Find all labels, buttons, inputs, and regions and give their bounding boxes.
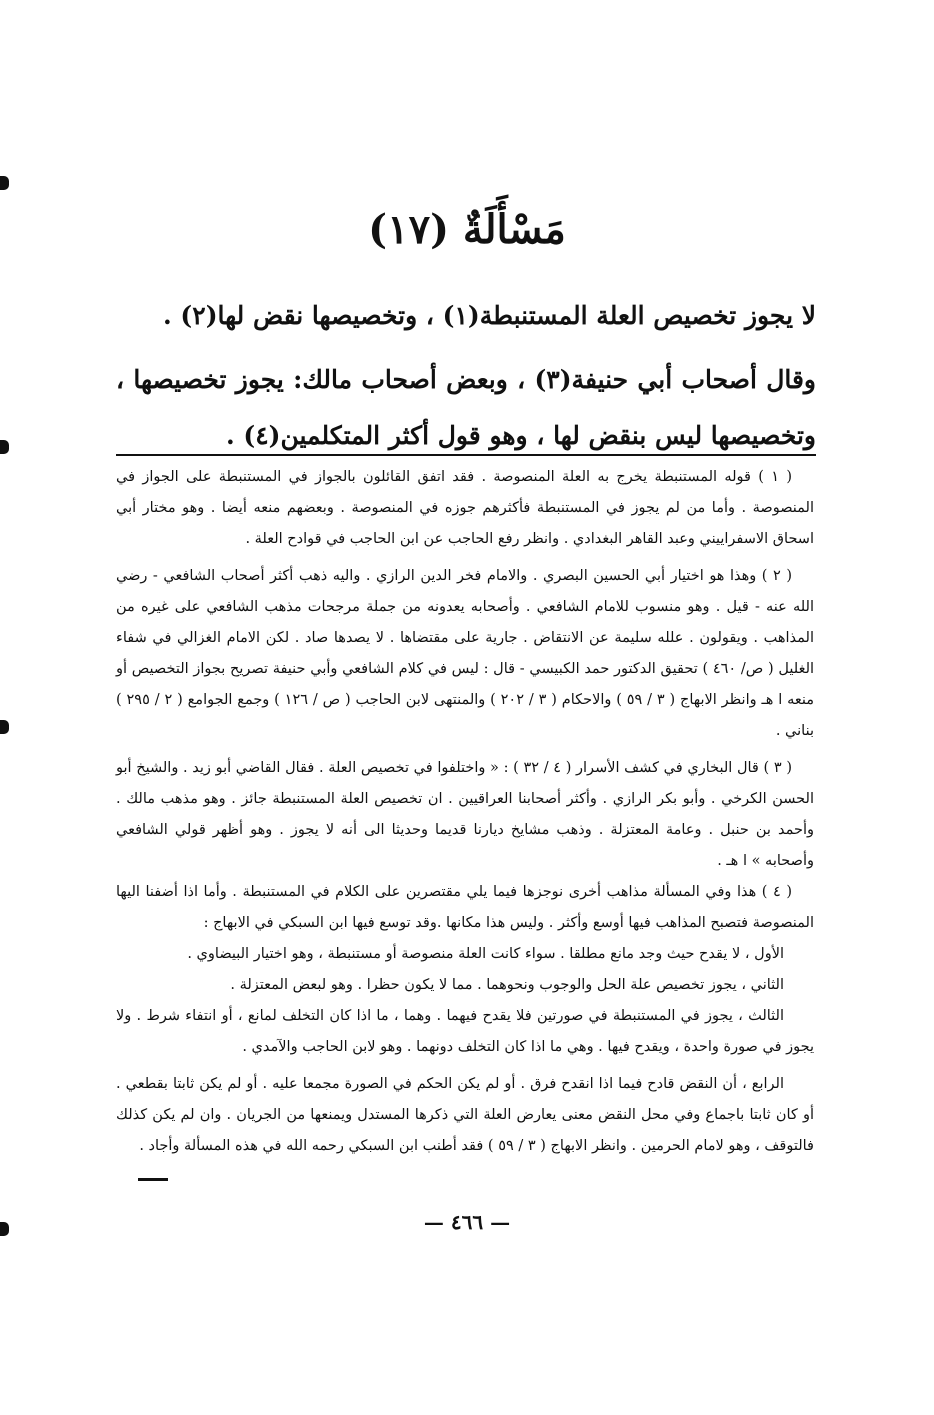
footnote-divider — [116, 454, 816, 456]
left-edge-mark — [0, 176, 9, 190]
main-text — [116, 288, 816, 464]
footnote-4-opinion-3: الثالث ، يجوز في المستنبطة في صورتين فلا يقدح فيهما . وهما ، ما اذا كان التخلف لمانع ، أو انتفاء شرط . ولا يجوز في صورة واحدة ، ويقدح فيها . وهي ما اذا كان التخلف دونهما . وهو لابن الحاجب والآمدي . — [116, 1008, 814, 1055]
end-mark — [138, 1178, 168, 1181]
footnote-4: ( ٤ ) هذا وفي المسألة مذاهب أخرى نوجزها فيما يلي مقتصرين على الكلام في المستنبطة . وأما اذا أضفنا اليها المنصوصة فتصبح المذاهب فيها أوسع وأكثر . وليس هذا مكانها .وقد توسع فيها ابن السبكي في الابهاج : — [116, 884, 814, 931]
page-number: — ٤٦٦ — — [423, 1210, 511, 1234]
footnote-3: ( ٣ ) قال البخاري في كشف الأسرار ( ٤ / ٣٢ ) : « واختلفوا في تخصيص العلة . فقال القاضي أبو زيد . والشيخ أبو الحسن الكرخي . وأبو بكر الرازي . وأكثر أصحابنا العراقيين . ان تخصيص العلة المستنبطة جائز . وهو مذهب مالك . وأحمد بن حنبل . وعامة المعتزلة . وذهب مشايخ ديارنا قديما وحديثا الى أنه لا يجوز . وهو أظهر قولي الشافعي وأصحابه » ا هـ . — [116, 760, 814, 869]
main-paragraph-1: لا يجوز تخصيص العلة المستنبطة(١) ، وتخصيصها نقض لها(٢) . — [163, 301, 816, 330]
footnote-4-opinion-1: الأول ، لا يقدح حيث وجد مانع مطلقا . سواء كانت العلة منصوصة أو مستنبطة ، وهو اختيار البيضاوي . — [187, 946, 784, 962]
footnotes — [116, 462, 814, 1162]
footnote-1: ( ١ ) قوله المستنبطة يخرج به العلة المنصوصة . فقد اتفق القائلون بالجواز في المستنبطة على الجواز في المنصوصة . وأما من لم يجوز في المستنبطة فأكثرهم جوزه في المنصوصة . وبعضهم منعه أيضا . وهو مختار أبي اسحاق الاسفراييني وعبد القاهر البغدادي . وانظر رفع الحاجب عن ابن الحاجب في قوادح العلة . — [116, 469, 814, 547]
footnote-4-opinion-2: الثاني ، يجوز تخصيص علة الحل والوجوب ونحوهما . مما لا يكون حظرا . وهو لبعض المعتزلة . — [230, 977, 784, 993]
left-edge-mark — [0, 440, 9, 454]
left-edge-mark — [0, 720, 9, 734]
main-paragraph-2: وقال أصحاب أبي حنيفة(٣) ، وبعض أصحاب مالك: يجوز تخصيصها ، وتخصيصها ليس بنقض لها ، وهو قول أكثر المتكلمين(٤) . — [116, 365, 816, 450]
footnote-4-opinion-4: الرابع ، أن النقض قادح فيما اذا انقدح فرق . أو لم يكن الحكم في الصورة مجمعا عليه . أو لم يكن ثابتا بقطعي . أو كان ثابتا باجماع وفي محل النقض معنى يعارض العلة التي ذكرها المستدل ويمنعها من الجريان . وان لم يكن كذلك فالتوقف ، وهو لامام الحرمين . وانظر الابهاج ( ٣ / ٥٩ ) فقد أطنب ابن السبكي رحمه الله في هذه المسألة وأجاد . — [116, 1076, 814, 1154]
issue-title: مَسْأَلَةٌ (١٧) — [368, 206, 566, 253]
footnote-2: ( ٢ ) وهذا هو اختيار أبي الحسين البصري . والامام فخر الدين الرازي . واليه ذهب أكثر أصحاب الشافعي - رضي الله عنه - قيل . وهو منسوب للامام الشافعي . وأصحابه يعدونه من جملة مرجحات مذهب الشافعي على غيره من المذاهب . ويقولون . علله سليمة عن الانتقاض . جارية على مقتضاها . لا يصدها صاد . لكن الامام الغزالي في شفاء الغليل ( ص/ ٤٦٠ ) تحقيق الدكتور حمد الكبيسي - قال : ليس في كلام الشافعي وأبي حنيفة تصريح بجواز التخصيص أو منعه ا هـ وانظر الابهاج ( ٣ / ٥٩ ) والاحكام ( ٣ / ٢٠٢ ) والمنتهى لابن الحاجب ( ص / ١٢٦ ) وجمع الجوامع ( ٢ / ٢٩٥ ) بناني . — [116, 568, 815, 739]
